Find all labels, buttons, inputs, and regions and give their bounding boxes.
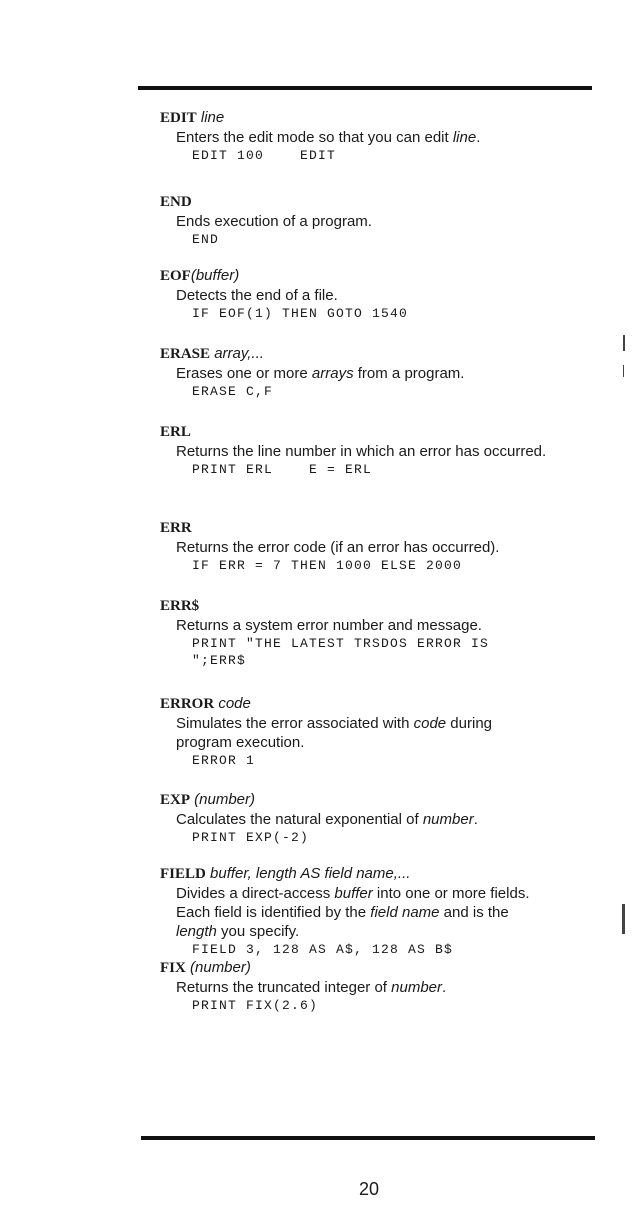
description-text: . <box>473 811 478 828</box>
description-text: you specify. <box>216 923 300 940</box>
entry-keyword: FIX <box>160 960 186 976</box>
entry-parameters: (buffer) <box>190 267 240 284</box>
entry-parameters: array,... <box>210 345 264 362</box>
entry-description <box>176 810 548 829</box>
entry-parameters: line <box>196 109 225 126</box>
entry-description <box>176 364 548 383</box>
entry-keyword: EXP <box>160 792 190 808</box>
description-text: Erases one or more <box>176 365 312 382</box>
entry-description <box>176 286 548 305</box>
description-text: and is the <box>439 904 509 921</box>
description-text: Calculates the natural exponential of <box>176 811 423 828</box>
entry-example: END <box>192 232 220 247</box>
entry-err <box>160 518 548 574</box>
entry-description <box>176 978 548 997</box>
entry-heading <box>160 422 548 442</box>
entry-field <box>160 864 548 958</box>
description-text: Divides a direct-access <box>176 885 335 902</box>
entry-example: PRINT "THE LATEST TRSDOS ERROR IS <box>192 636 490 651</box>
entry-keyword: EDIT <box>160 110 197 126</box>
entry-description <box>176 616 548 635</box>
entry-erase <box>160 344 548 400</box>
description-text: Returns the truncated integer of <box>176 979 392 996</box>
entry-keyword: END <box>160 194 192 210</box>
entry-description <box>176 538 548 557</box>
margin-mark <box>622 904 625 934</box>
entry-description <box>176 884 548 941</box>
entry-eof <box>160 266 548 322</box>
description-term: number <box>422 811 474 828</box>
entry-heading <box>160 344 548 364</box>
entry-err-string <box>160 596 548 669</box>
entry-description <box>176 212 548 231</box>
entry-heading <box>160 266 548 286</box>
description-text: Detects the end of a file. <box>176 287 338 304</box>
entry-keyword: ERASE <box>160 346 211 362</box>
entry-example: IF EOF(1) THEN GOTO 1540 <box>192 306 409 321</box>
entry-keyword: ERL <box>160 424 191 440</box>
entry-keyword: FIELD <box>160 866 206 882</box>
description-text: Ends execution of a program. <box>176 213 372 230</box>
description-term: buffer <box>334 885 373 902</box>
description-term: field name <box>370 904 440 921</box>
description-term: number <box>391 979 442 996</box>
entry-example: IF ERR = 7 THEN 1000 ELSE 2000 <box>192 558 463 573</box>
description-term: arrays <box>311 365 354 382</box>
entry-keyword: ERROR <box>160 696 215 712</box>
page-number: 20 <box>358 1179 380 1199</box>
entry-edit <box>160 108 548 164</box>
entry-fix <box>160 958 548 1014</box>
entry-heading <box>160 518 548 538</box>
entry-example: ";ERR$ <box>192 653 247 668</box>
description-text: Simulates the error associated with <box>176 715 414 732</box>
description-text: Returns a system error number and message. <box>176 617 482 634</box>
bottom-rule <box>141 1136 595 1140</box>
entry-description <box>176 442 548 461</box>
entry-end <box>160 192 548 248</box>
entry-keyword: ERR <box>160 520 192 536</box>
top-rule <box>138 86 592 90</box>
description-text: during program execution. <box>176 715 493 751</box>
entry-parameters: (number) <box>190 791 256 808</box>
description-text: . <box>442 979 447 996</box>
entry-parameters: (number) <box>185 959 251 976</box>
entry-example: ERASE C,F <box>192 384 274 399</box>
description-text: Returns the line number in which an error has occurred. <box>176 443 547 460</box>
entry-example: FIELD 3, 128 AS A$, 128 AS B$ <box>192 942 454 957</box>
entry-example: PRINT EXP(-2) <box>192 830 310 845</box>
description-term: line <box>452 129 477 146</box>
description-text: Returns the error code (if an error has occurred). <box>176 539 500 556</box>
entry-error <box>160 694 548 769</box>
entry-keyword: ERR$ <box>160 598 200 614</box>
entry-exp <box>160 790 548 846</box>
description-text: into one or more fields. Each field is identified by the <box>176 885 530 921</box>
entry-heading <box>160 864 548 884</box>
entry-heading <box>160 192 548 212</box>
margin-mark <box>623 365 624 377</box>
entry-example: PRINT FIX(2.6) <box>192 998 319 1013</box>
entry-erl <box>160 422 548 478</box>
entry-parameters: buffer, length AS field name,... <box>205 865 411 882</box>
entry-description <box>176 714 548 752</box>
entry-example: ERROR 1 <box>192 753 256 768</box>
entry-heading <box>160 790 548 810</box>
entry-example: PRINT ERL E = ERL <box>192 462 373 477</box>
entry-heading <box>160 694 548 714</box>
entry-keyword: EOF <box>160 268 191 284</box>
margin-mark <box>623 335 625 351</box>
entry-parameters: code <box>214 695 251 712</box>
description-term: length <box>176 923 217 940</box>
description-term: code <box>413 715 447 732</box>
entry-heading <box>160 596 548 616</box>
entry-description <box>176 128 548 147</box>
description-text: from a program. <box>353 365 465 382</box>
description-text: Enters the edit mode so that you can edit <box>176 129 453 146</box>
entry-heading <box>160 108 548 128</box>
entry-heading <box>160 958 548 978</box>
entry-example: EDIT 100 EDIT <box>192 148 337 163</box>
description-text: . <box>476 129 481 146</box>
